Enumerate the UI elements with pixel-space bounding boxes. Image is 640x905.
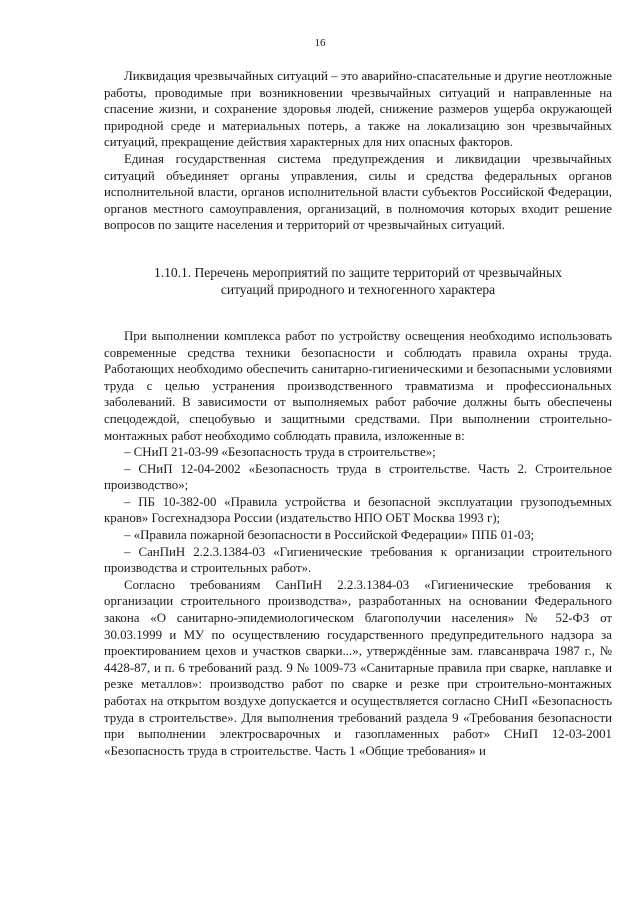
list-item: – СНиП 21-03-99 «Безопасность труда в строительстве»;: [124, 445, 436, 460]
intro-paragraph: Ликвидация чрезвычайных ситуаций – это аварийно-спасательные и другие неотложные работы, проводимые при возникновении чрезвычайных ситуаций и направленные на спасение жизни, и сохранение здоровья людей, снижение размеров ущерба окружающей природной среде и материальных потерь, а также на локализацию зон чрезвычайных ситуаций, прекращение действия характерных для них опасных факторов.: [104, 69, 612, 150]
list-item: – «Правила пожарной безопасности в Российской Федерации» ППБ 01-03;: [124, 528, 535, 543]
list-item: – ПБ 10-382-00 «Правила устройства и безопасной эксплуатации грузоподъемных кранов» Госгехнадзора России (издательство НПО ОБТ Москва 1993 г);: [104, 494, 612, 526]
section-heading: [104, 264, 612, 298]
page-number: 16: [314, 37, 326, 49]
body-paragraph: При выполнении комплекса работ по устройству освещения необходимо использовать современные средства техники безопасности и соблюдать правила охраны труда. Работающих необходимо обеспечить санитарно-гигиеническими и безопасными условиями труда с целью устранения производственного травматизма и профессиональных заболеваний. В зависимости от выполняемых работ рабочие должны быть обеспечены спецодеждой, спецобувью и защитными средствами. При выполнении строительно-монтажных работ необходимо соблюдать правила, изложенные в:: [104, 328, 612, 443]
intro-paragraph: Единая государственная система предупреждения и ликвидации чрезвычайных ситуаций объединяет органы управления, силы и средства федеральных органов исполнительной власти, органов исполнительной власти субъектов Российской Федерации, органов местного самоуправления, организаций, в полномочия которых входит решение вопросов по защите населения и территорий от чрезвычайных ситуаций.: [104, 151, 612, 233]
section-heading-line: 1.10.1. Перечень мероприятий по защите территорий от чрезвычайных: [154, 264, 562, 280]
page-content: [104, 68, 612, 759]
body-paragraph: Согласно требованиям СанПиН 2.2.3.1384-03 «Гигиенические требования к организации строительного производства», разработанных на основании Федерального закона «О санитарно-эпидемиологическом благополучии населения» № 52-ФЗ от 30.03.1999 и МУ по осуществлению государственного предупредительного надзора за проектированием цехов и участков сварки...», утверждённые зам. главсанврача 1987 г., № 4428-87, и п. 6 требований разд. 9 № 1009-73 «Санитарные правила при сварке, наплавке и резке металлов»: производство работ по сварке и резке при строительно-монтажных работах на открытом воздухе допускается и осуществляется согласно СНиП «Безопасность труда в строительстве». Для выполнения требований раздела 9 «Требования безопасности при выполнении электросварочных и газопламенных работ» СНиП 12-03-2001 «Безопасность труда в строительстве. Часть 1 «Общие требования» и: [104, 577, 612, 758]
list-item: – СанПиН 2.2.3.1384-03 «Гигиенические требования к организации строительного производства и строительных работ».: [104, 544, 612, 576]
section-heading-line: ситуаций природного и техногенного характера: [220, 281, 496, 297]
list-item: – СНиП 12-04-2002 «Безопасность труда в строительстве. Часть 2. Строительное производство»;: [104, 461, 612, 493]
